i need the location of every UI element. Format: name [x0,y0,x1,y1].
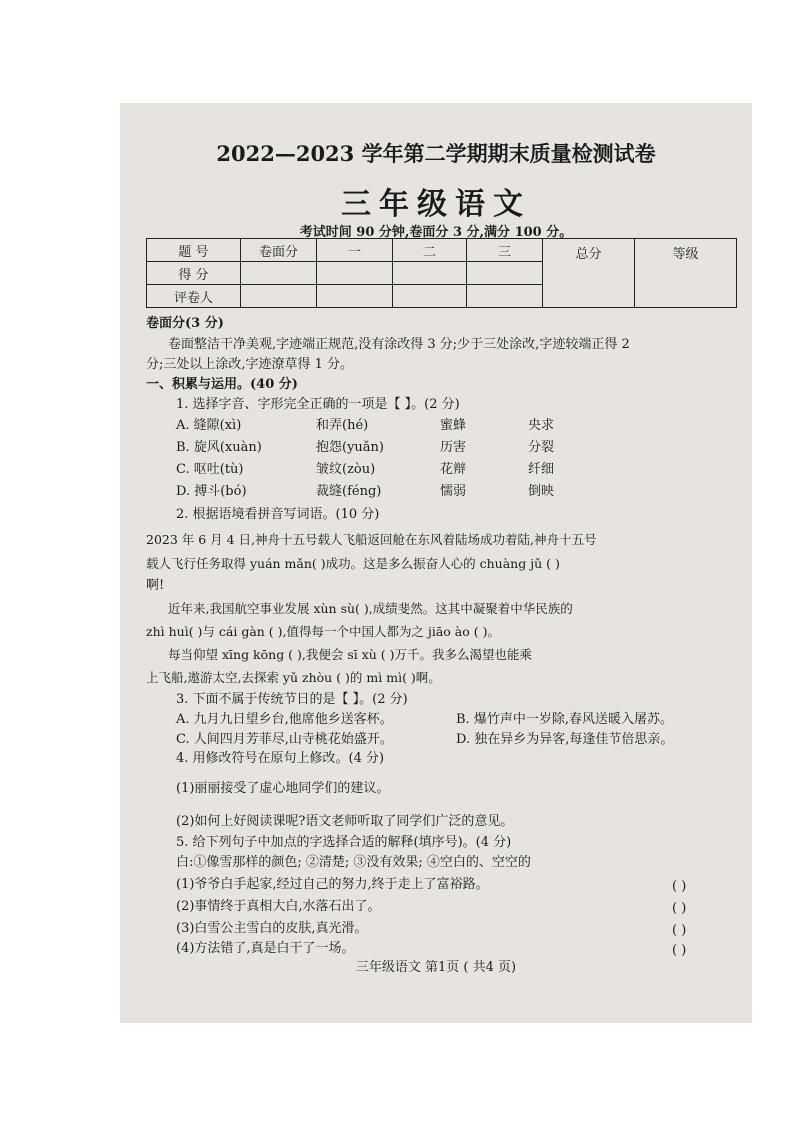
q5-item: (2)事情终于真相大白,水落石出了。 [176,899,381,914]
q3-option-a[interactable]: A. 九月九日望乡台,他席他乡送客杯。 [176,712,393,727]
q1-option-a[interactable]: A. 缝隙(xì) [176,418,242,433]
q1-word: 纤细 [528,462,555,477]
q5-item: (3)白雪公主雪白的皮肤,真光滑。 [176,921,368,936]
q3-stem: 3. 下面不属于传统节日的是【 】。(2 分) [176,692,408,707]
q1-word: 央求 [528,418,555,433]
q4-stem: 4. 用修改符号在原句上修改。(4 分) [176,751,385,766]
neatness-line: 分;三处以上涂改,字迹潦草得 1 分。 [146,357,354,372]
grader-input-cell[interactable] [467,285,543,308]
q2-passage-line[interactable]: 近年来,我国航空事业发展 xùn sù( ),成绩斐然。这其中凝聚着中华民族的 [168,601,573,616]
q3-option-d[interactable]: D. 独在异乡为异客,每逢佳节倍思亲。 [456,732,674,747]
neatness-heading: 卷面分(3 分) [146,316,224,331]
q1-word: 皱纹(zòu) [316,462,376,477]
grade-cell: 等级 [635,239,737,308]
q1-word: 裁缝(féng) [316,484,382,499]
q1-word: 分裂 [528,440,555,455]
q3-option-c[interactable]: C. 人间四月芳菲尽,山寺桃花始盛开。 [176,732,393,747]
q1-word: 倒映 [528,484,555,499]
grader-input-cell[interactable] [241,285,317,308]
page-footer: 三年级语文 第1页 ( 共4 页) [355,960,517,975]
q1-word: 抱怨(yuǎn) [316,440,384,455]
q2-passage-line[interactable]: 每当仰望 xīng kōng ( ),我便会 sī xù ( )万千。我多么渴望也能乘 [168,647,533,662]
grader-input-cell[interactable] [317,285,393,308]
score-table-header-row [147,239,737,262]
q4-sentence[interactable]: (1)丽丽接受了虚心地同学们的建议。 [176,781,390,796]
neatness-line: 卷面整洁干净美观,字迹端正规范,没有涂改得 3 分;少于三处涂改,字迹较端正得 2 [168,337,630,352]
exam-info: 考试时间 90 分钟,卷面分 3 分,满分 100 分。 [299,225,573,240]
q4-sentence[interactable]: (2)如何上好阅读课呢?语文老师听取了同学们广泛的意见。 [176,814,514,829]
q2-passage-line[interactable]: 载人飞行任务取得 yuán mǎn( )成功。这是多么振奋人心的 chuàng jǔ ( ) [146,556,560,571]
q2-passage-line: 2023 年 6 月 4 日,神舟十五号载人飞船返回舱在东风着陆场成功着陆,神舟十五号 [146,532,597,547]
grader-row-label: 评卷人 [147,285,241,308]
section1-heading: 一、积累与运用。(40 分) [146,377,298,392]
score-cell: 二 [393,239,467,262]
score-input-cell[interactable] [467,262,543,285]
q5-item: (4)方法错了,真是白干了一场。 [176,941,355,956]
q1-word: 懦弱 [440,484,467,499]
subject-title: 三年级语文 [341,187,531,222]
q1-word: 蜜蜂 [440,418,467,433]
q1-option-d[interactable]: D. 搏斗(bó) [176,484,247,499]
q5-answer-blank[interactable]: ( ) [672,901,687,916]
score-table [146,238,737,308]
score-cell: 三 [467,239,543,262]
q1-stem: 1. 选择字音、字形完全正确的一项是【 】。(2 分) [176,397,460,412]
q5-answer-blank[interactable]: ( ) [672,923,687,938]
q2-passage-line[interactable]: 上飞船,遨游太空,去探索 yǔ zhòu ( )的 mì mì( )啊。 [146,670,441,685]
q1-word: 历害 [440,440,467,455]
q2-stem: 2. 根据语境看拼音写词语。(10 分) [176,507,380,522]
q5-stem: 5. 给下列句子中加点的字选择合适的解释(填序号)。(4 分) [176,835,512,850]
q1-word: 和弄(hé) [316,418,369,433]
score-cell: 卷面分 [241,239,317,262]
q5-meanings: 白:①像雪那样的颜色; ②清楚; ③没有效果; ④空白的、空空的 [176,855,531,870]
q5-item: (1)爷爷白手起家,经过自己的努力,终于走上了富裕路。 [176,877,489,892]
q1-option-b[interactable]: B. 旋风(xuàn) [176,440,262,455]
q5-answer-blank[interactable]: ( ) [672,943,687,958]
exam-paper [120,103,752,1023]
grader-input-cell[interactable] [393,285,467,308]
score-row-label: 得 分 [147,262,241,285]
q2-passage-line[interactable]: zhì huì( )与 cái gàn ( ),值得每一个中国人都为之 jiāo ào ( )。 [146,624,500,639]
score-input-cell[interactable] [317,262,393,285]
q1-option-c[interactable]: C. 呕吐(tù) [176,462,244,477]
q3-option-b[interactable]: B. 爆竹声中一岁除,春风送暖入屠苏。 [456,712,673,727]
score-cell: 一 [317,239,393,262]
score-input-cell[interactable] [393,262,467,285]
q5-answer-blank[interactable]: ( ) [672,879,687,894]
score-input-cell[interactable] [241,262,317,285]
score-cell: 题 号 [147,239,241,262]
q1-word: 花辩 [440,462,467,477]
q2-passage-line: 啊! [146,578,165,593]
total-score-cell: 总分 [543,239,635,308]
exam-title: 2022—2023 学年第二学期期末质量检测试卷 [216,141,656,166]
